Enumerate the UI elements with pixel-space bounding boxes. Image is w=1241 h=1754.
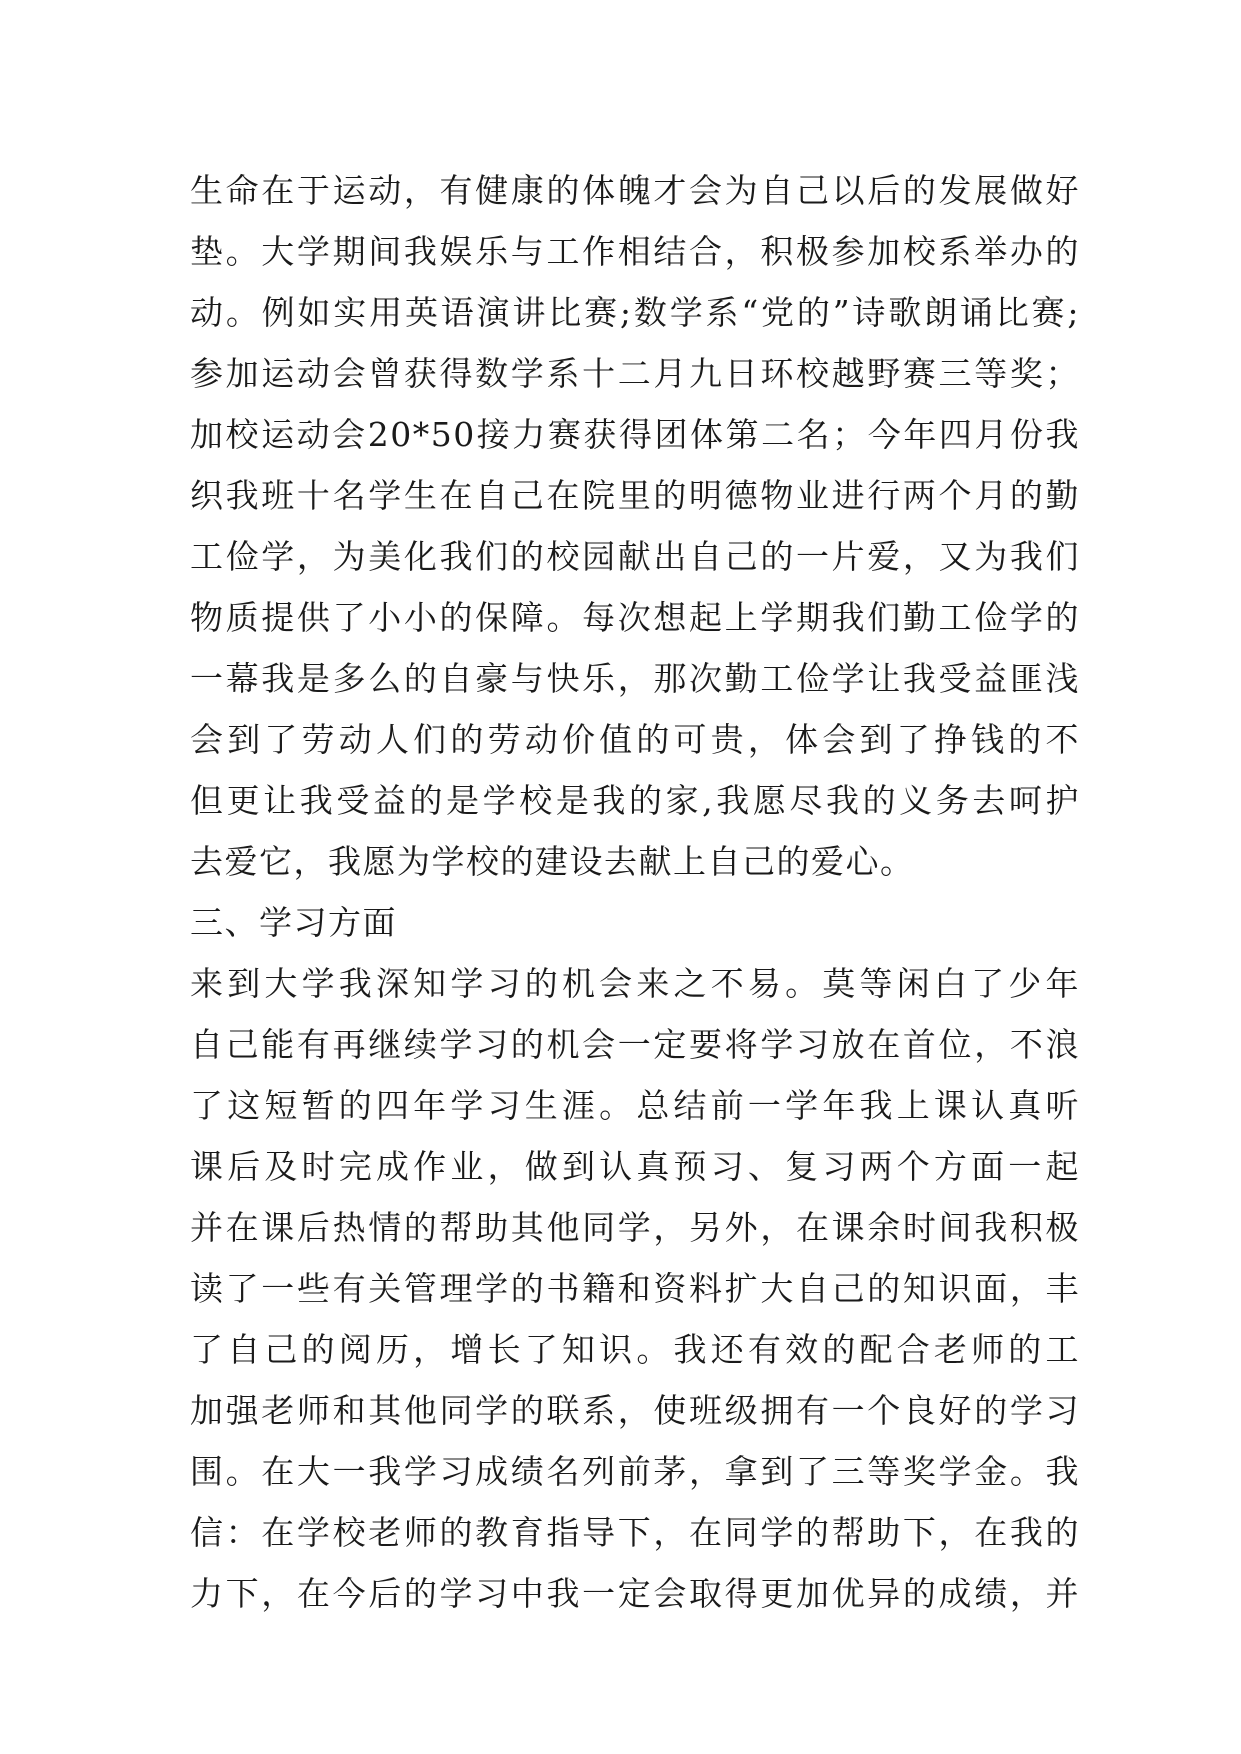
text-line: 了自己的阅历，增长了知识。我还有效的配合老师的工 xyxy=(190,1330,1080,1369)
text-line: 动。例如实用英语演讲比赛;数学系“党的”诗歌朗诵比赛; xyxy=(190,293,1080,332)
text-line: 并在课后热情的帮助其他同学，另外，在课余时间我积极 xyxy=(190,1208,1080,1247)
text-line: 但更让我受益的是学校是我的家,我愿尽我的义务去呵护 xyxy=(190,781,1080,820)
text-line: 读了一些有关管理学的书籍和资料扩大自己的知识面，丰 xyxy=(190,1269,1080,1308)
text-line: 参加运动会曾获得数学系十二月九日环校越野赛三等奖； xyxy=(190,354,1080,393)
text-line: 织我班十名学生在自己在院里的明德物业进行两个月的勤 xyxy=(190,476,1080,515)
text-line: 去爱它，我愿为学校的建设去献上自己的爱心。 xyxy=(190,842,915,881)
text-line: 围。在大一我学习成绩名列前茅，拿到了三等奖学金。我 xyxy=(190,1452,1080,1491)
text-line: 生命在于运动，有健康的体魄才会为自己以后的发展做好 xyxy=(190,171,1080,210)
document-body xyxy=(190,160,1080,1624)
section-heading: 三、学习方面 xyxy=(190,903,397,942)
text-line: 信：在学校老师的教育指导下，在同学的帮助下，在我的 xyxy=(190,1513,1080,1552)
text-line: 加强老师和其他同学的联系，使班级拥有一个良好的学习 xyxy=(190,1391,1080,1430)
text-line: 会到了劳动人们的劳动价值的可贵，体会到了挣钱的不 xyxy=(190,720,1080,759)
text-line: 课后及时完成作业，做到认真预习、复习两个方面一起 xyxy=(190,1147,1080,1186)
text-line: 力下，在今后的学习中我一定会取得更加优异的成绩，并 xyxy=(190,1574,1080,1613)
text-line: 来到大学我深知学习的机会来之不易。莫等闲白了少年 xyxy=(190,964,1080,1003)
text-line: 工俭学，为美化我们的校园献出自己的一片爱，又为我们 xyxy=(190,537,1080,576)
text-line: 加校运动会20*50接力赛获得团体第二名；今年四月份我 xyxy=(190,415,1080,454)
text-line: 了这短暂的四年学习生涯。总结前一学年我上课认真听 xyxy=(190,1086,1080,1125)
text-line: 物质提供了小小的保障。每次想起上学期我们勤工俭学的 xyxy=(190,598,1080,637)
text-line: 自己能有再继续学习的机会一定要将学习放在首位，不浪 xyxy=(190,1025,1080,1064)
text-line: 一幕我是多么的自豪与快乐，那次勤工俭学让我受益匪浅 xyxy=(190,659,1080,698)
text-line: 垫。大学期间我娱乐与工作相结合，积极参加校系举办的 xyxy=(190,232,1080,271)
